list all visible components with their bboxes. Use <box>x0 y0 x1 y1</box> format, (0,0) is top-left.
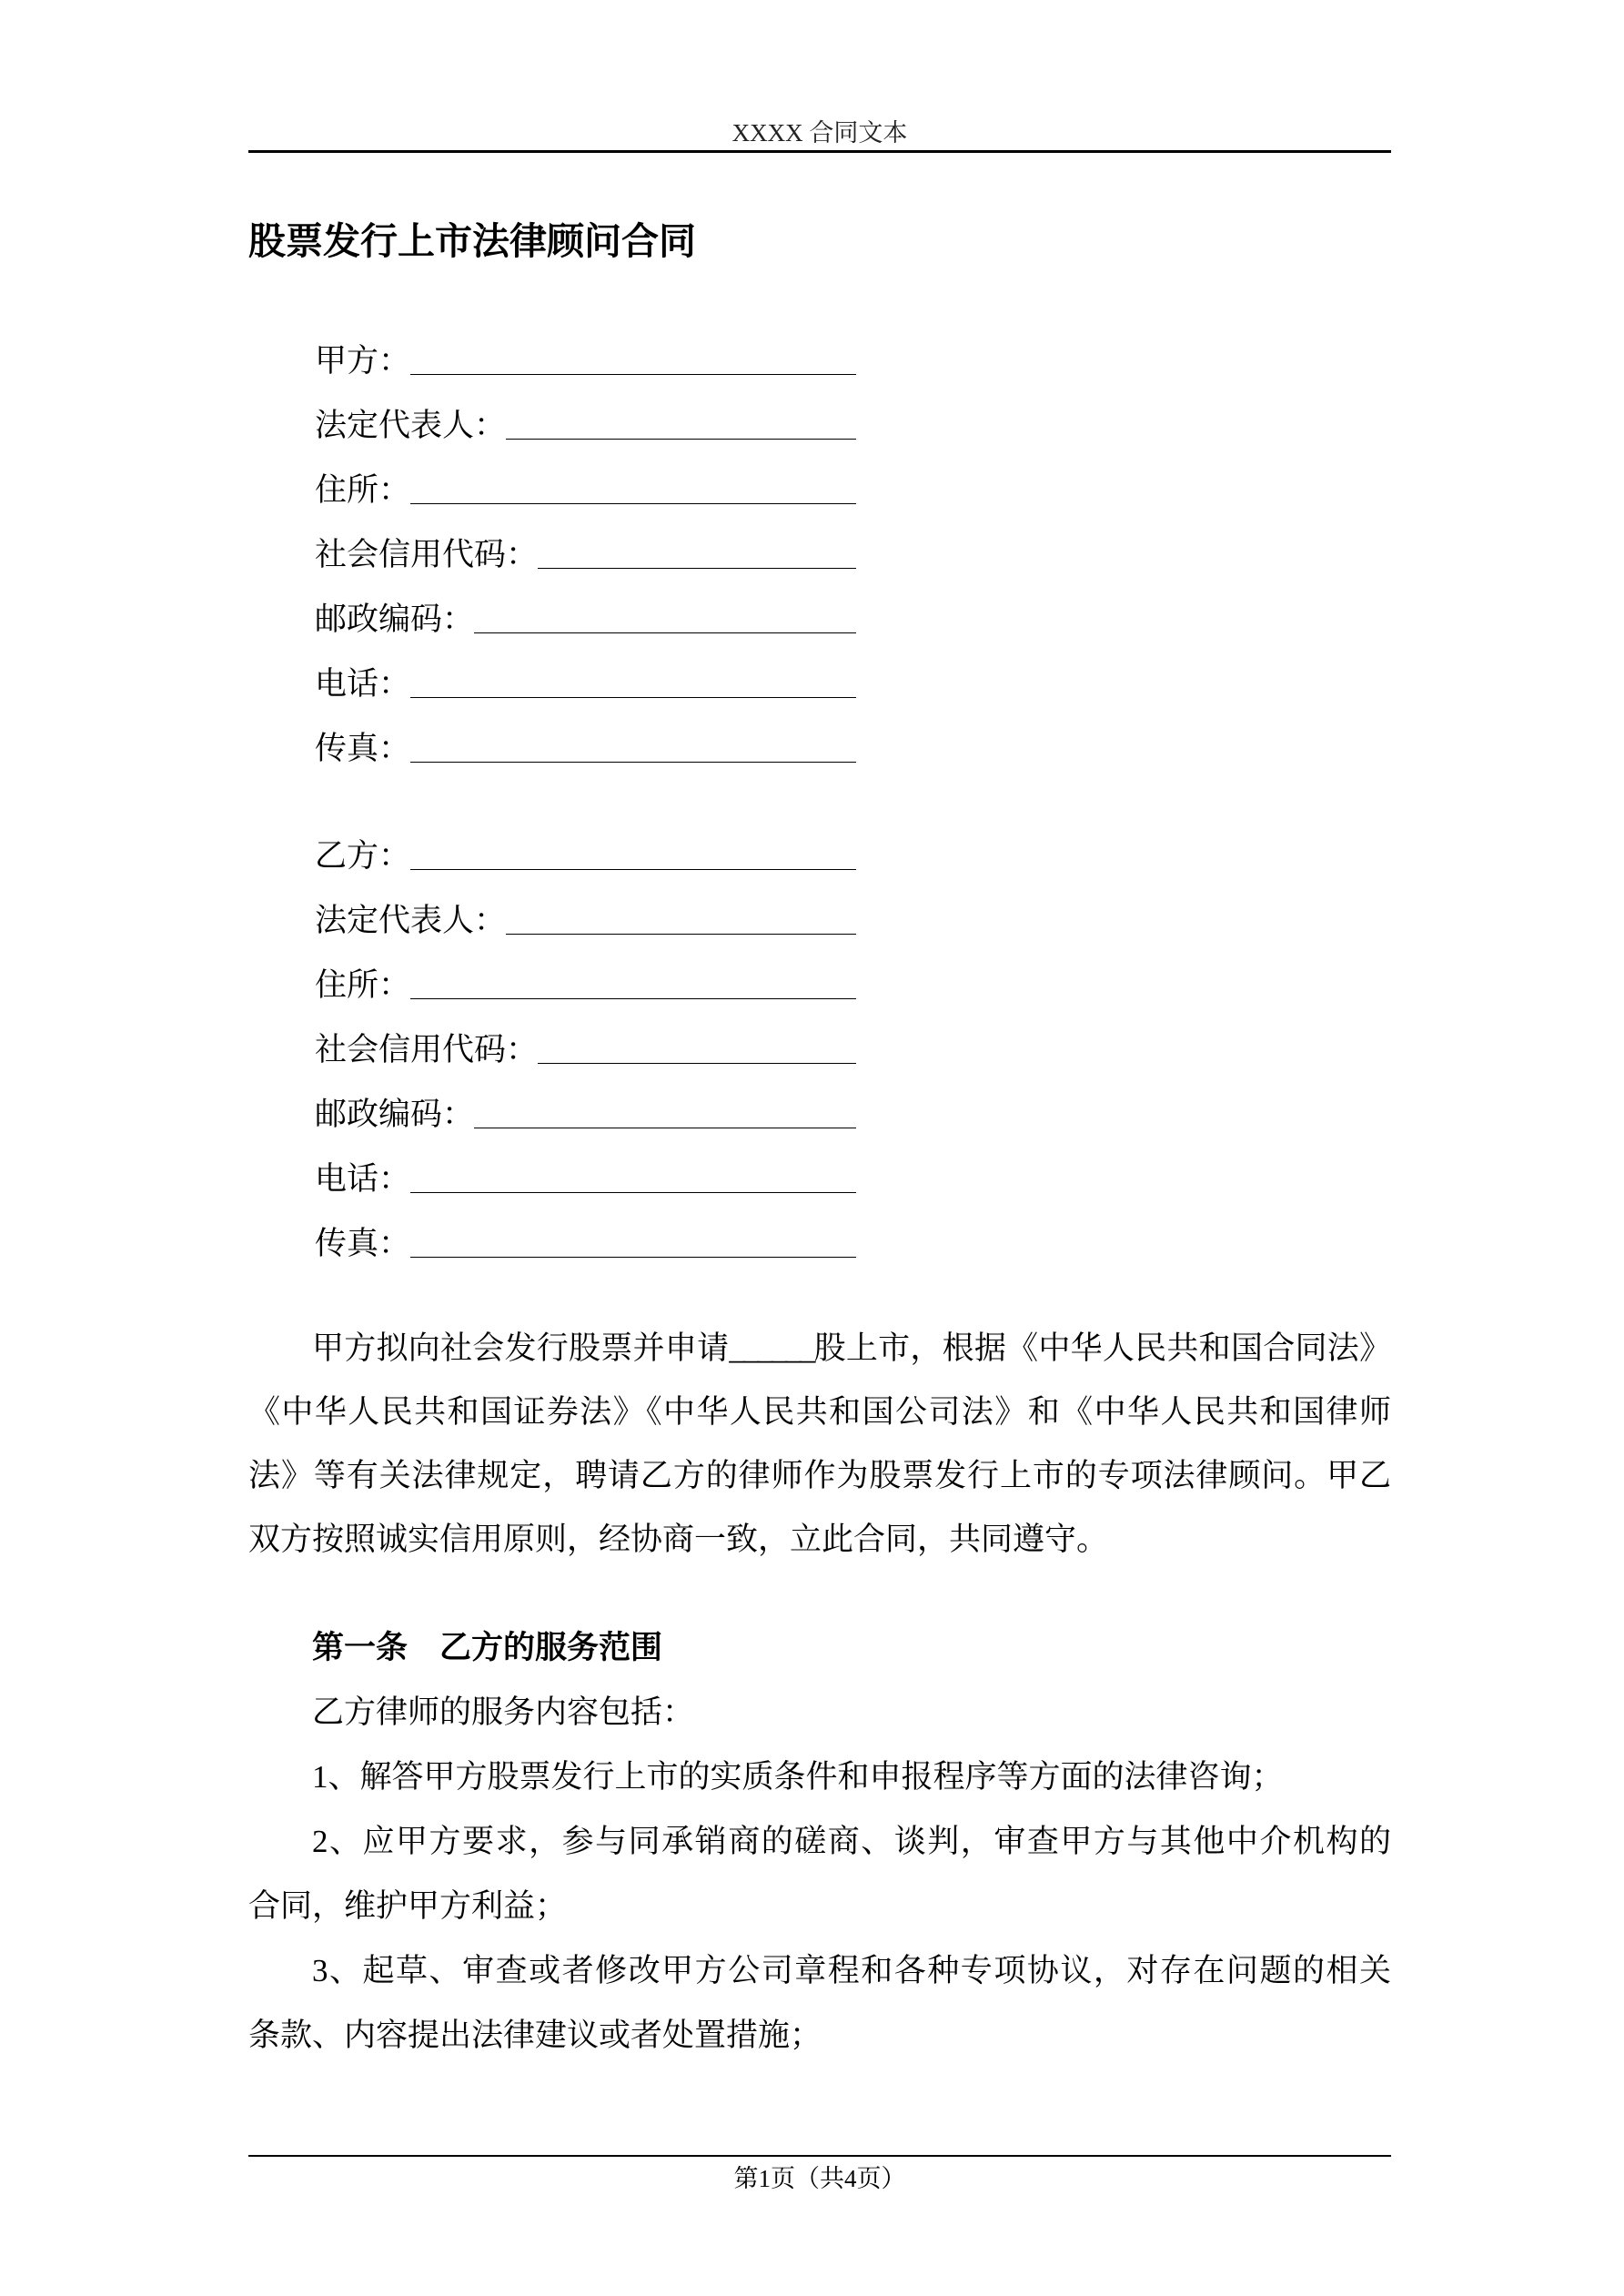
paragraph-line: 《中华人民共和国证券法》《中华人民共和国公司法》和《中华人民共和国律师 <box>248 1394 1391 1430</box>
party-b-credit-code-field <box>315 1015 856 1079</box>
field-label: 邮政编码： <box>315 601 475 637</box>
party-b-postcode-field <box>315 1079 856 1144</box>
field-label: 法定代表人： <box>315 407 507 443</box>
fill-in-blank <box>538 1030 856 1064</box>
party-b-name-field <box>315 821 856 885</box>
blank-underscore: ______ <box>729 1330 814 1366</box>
field-label: 传真： <box>315 730 411 766</box>
preamble-paragraph <box>248 1317 1391 1572</box>
party-a-name-field <box>315 326 856 390</box>
article-line: 2、应甲方要求，参与同承销商的磋商、谈判，审查甲方与其他中介机构的 <box>312 1824 1391 1859</box>
paragraph-line <box>248 1317 1391 1381</box>
party-a-credit-code-field <box>315 520 856 584</box>
fill-in-blank <box>474 1095 856 1128</box>
party-b-fax-field <box>315 1209 856 1273</box>
header-divider <box>248 150 1391 153</box>
field-label: 法定代表人： <box>315 902 507 938</box>
fill-in-blank <box>410 470 856 504</box>
field-label: 乙方： <box>315 837 411 874</box>
party-b-info <box>315 821 856 1273</box>
text-segment: 甲方拟向社会发行股票并申请 <box>312 1330 730 1366</box>
field-label: 社会信用代码： <box>315 1031 539 1067</box>
field-label: 电话： <box>315 1160 411 1197</box>
field-label: 电话： <box>315 665 411 702</box>
party-a-legal-rep-field <box>315 390 856 455</box>
fill-in-blank <box>410 341 856 375</box>
party-a-address-field <box>315 455 856 520</box>
field-label: 社会信用代码： <box>315 536 539 572</box>
paragraph-line: 双方按照诚实信用原则，经协商一致，立此合同，共同遵守。 <box>248 1522 1109 1557</box>
party-a-phone-field <box>315 649 856 713</box>
field-label: 传真： <box>315 1225 411 1261</box>
fill-in-blank <box>410 1159 856 1193</box>
fill-in-blank <box>538 535 856 569</box>
fill-in-blank <box>410 966 856 999</box>
party-b-address-field <box>315 950 856 1015</box>
fill-in-blank <box>506 901 856 935</box>
paragraph-line: 法》等有关法律规定，聘请乙方的律师作为股票发行上市的专项法律顾问。甲乙 <box>248 1458 1391 1493</box>
article-heading: 第一条 乙方的服务范围 <box>312 1630 663 1665</box>
party-a-fax-field <box>315 713 856 778</box>
fill-in-blank <box>506 406 856 440</box>
fill-in-blank <box>410 664 856 698</box>
contract-title: 股票发行上市法律顾问合同 <box>248 220 696 262</box>
article-line: 3、起草、审查或者修改甲方公司章程和各种专项协议，对存在问题的相关 <box>312 1953 1391 1988</box>
field-label: 住所： <box>315 966 411 1003</box>
fill-in-blank <box>410 1224 856 1258</box>
fill-in-blank <box>410 729 856 763</box>
article-line: 条款、内容提出法律建议或者处置措施； <box>248 2018 822 2053</box>
field-label: 邮政编码： <box>315 1096 475 1132</box>
article-line: 乙方律师的服务内容包括： <box>312 1694 695 1730</box>
page-number: 第1页（共4页） <box>733 2165 906 2192</box>
field-label: 住所： <box>315 471 411 508</box>
fill-in-blank <box>474 600 856 633</box>
fill-in-blank <box>410 836 856 870</box>
party-b-phone-field <box>315 1144 856 1209</box>
page-header-title: XXXX 合同文本 <box>731 119 908 147</box>
article-line: 1、解答甲方股票发行上市的实质条件和申报程序等方面的法律咨询； <box>312 1759 1284 1795</box>
party-b-legal-rep-field <box>315 885 856 950</box>
text-segment: 股上市，根据《中华人民共和国合同法》 <box>813 1330 1391 1366</box>
party-a-info <box>315 326 856 778</box>
footer-divider <box>248 2155 1391 2157</box>
field-label: 甲方： <box>315 342 411 379</box>
article-line: 合同，维护甲方利益； <box>248 1888 568 1924</box>
article-1 <box>248 1615 1391 2068</box>
party-a-postcode-field <box>315 584 856 649</box>
